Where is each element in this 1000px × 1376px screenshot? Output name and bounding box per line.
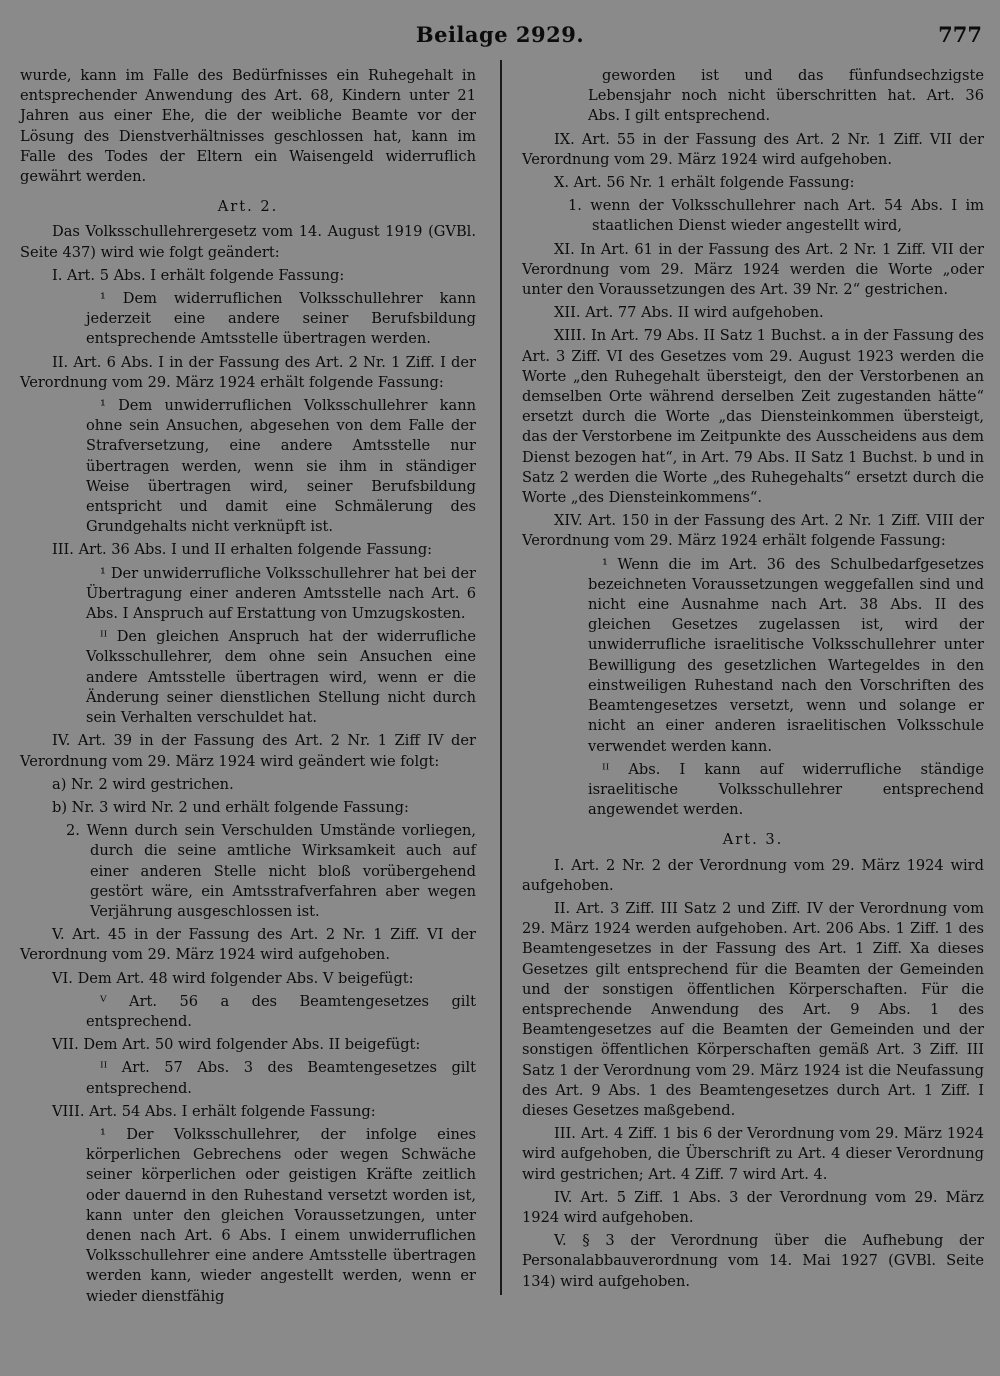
paragraph: ᴵᴵ Den gleichen Anspruch hat der widerrufliche Volksschullehrer, dem ohne sein Ansuchen eine andere Amtsstelle übertragen wird, wenn er die Änderung seiner dienstlichen Stellung nicht durch sein Verhalten verschuldet hat. (86, 628, 476, 727)
paragraph: geworden ist und das fünfundsechzigste Lebensjahr noch nicht überschritten hat. Art. 36 Abs. I gilt entsprechend. (588, 67, 984, 125)
paragraph: a) Nr. 2 wird gestrichen. (52, 775, 234, 793)
paragraph: VII. Dem Art. 50 wird folgender Abs. II beigefügt: (52, 1036, 421, 1054)
paragraph: II. Art. 3 Ziff. III Satz 2 und Ziff. IV der Verordnung vom 29. März 1924 werden aufgehoben. Art. 206 Abs. 1 Ziff. 1 des Beamtengesetzes in der Fassung des Art. 1 Ziff. Xa dieses Gesetzes gilt entsprechend für die Beamten der Gemeinden und der sonstigen öffentlichen Körperschaften. Für die entsprechende Anwendung des Art. 9 Abs. 1 des Beamtengesetzes auf die Beamten der Gemeinden und der sonstigen öffentlichen Körperschaften gemäß Art. 3 Ziff. III Satz 1 der Verordnung vom 29. März 1924 ist die Neufassung des Art. 9 Abs. 1 des Beamtengesetzes durch Art. 1 Ziff. I dieses Gesetzes maßgebend. (522, 899, 984, 1119)
paragraph: I. Art. 5 Abs. I erhält folgende Fassung: (52, 266, 345, 284)
paragraph: IX. Art. 55 in der Fassung des Art. 2 Nr. 1 Ziff. VII der Verordnung vom 29. März 1924 wird aufgehoben. (522, 130, 984, 168)
paragraph: II. Art. 6 Abs. I in der Fassung des Art. 2 Nr. 1 Ziff. I der Verordnung vom 29. März 1924 erhält folgende Fassung: (20, 353, 476, 391)
article-heading: Art. 3. (722, 831, 784, 849)
paragraph: ¹ Wenn die im Art. 36 des Schulbedarfgesetzes bezeichneten Voraussetzungen weggefallen sind und nicht eine Ausnahme nach Art. 38 Abs. II des gleichen Gesetzes zugelassen ist, wird der unwiderrufliche israelitische Volksschullehrer unter Bewilligung des gesetzlichen Wartegeldes in den einstweiligen Ruhestand nach den Vorschriften des Beamtengesetzes versetzt, wenn und solange er nicht an einer anderen israelitischen Volksschule verwendet werden kann. (588, 555, 984, 755)
paragraph: IV. Art. 5 Ziff. 1 Abs. 3 der Verordnung vom 29. März 1924 wird aufgehoben. (522, 1188, 984, 1226)
page-header (0, 22, 1000, 52)
column-divider (500, 60, 502, 1295)
paragraph: IV. Art. 39 in der Fassung des Art. 2 Nr. 1 Ziff IV der Verordnung vom 29. März 1924 wird geändert wie folgt: (20, 732, 476, 770)
paragraph: XIV. Art. 150 in der Fassung des Art. 2 Nr. 1 Ziff. VIII der Verordnung vom 29. März 1924 erhält folgende Fassung: (522, 512, 984, 550)
paragraph: VIII. Art. 54 Abs. I erhält folgende Fassung: (52, 1102, 376, 1120)
paragraph: III. Art. 4 Ziff. 1 bis 6 der Verordnung vom 29. März 1924 wird aufgehoben, die Überschrift zu Art. 4 dieser Verordnung wird gestrichen; Art. 4 Ziff. 7 wird Art. 4. (522, 1125, 984, 1183)
paragraph: X. Art. 56 Nr. 1 erhält folgende Fassung: (554, 174, 855, 192)
right-column (522, 66, 984, 1295)
page-number: 777 (938, 22, 982, 47)
paragraph: b) Nr. 3 wird Nr. 2 und erhält folgende Fassung: (52, 798, 409, 816)
paragraph: XI. In Art. 61 in der Fassung des Art. 2 Nr. 1 Ziff. VII der Verordnung vom 29. März 1924 werden die Worte „oder unter den Voraussetzungen des Art. 39 Nr. 2“ gestrichen. (522, 240, 984, 299)
paragraph: VI. Dem Art. 48 wird folgender Abs. V beigefügt: (52, 969, 414, 987)
article-heading: Art. 2. (217, 198, 279, 216)
paragraph: ⱽ Art. 56 a des Beamtengesetzes gilt entsprechend. (86, 992, 476, 1030)
paragraph: ¹ Dem widerruflichen Volksschullehrer kann jederzeit eine andere seiner Berufsbildung entsprechende Amtsstelle übertragen werden. (86, 290, 476, 348)
paragraph: I. Art. 2 Nr. 2 der Verordnung vom 29. März 1924 wird aufgehoben. (522, 856, 984, 894)
paragraph: XII. Art. 77 Abs. II wird aufgehoben. (554, 304, 824, 322)
paragraph: XIII. In Art. 79 Abs. II Satz 1 Buchst. a in der Fassung des Art. 3 Ziff. VI des Gesetzes vom 29. August 1923 werden die Worte „den Ruhegehalt übersteigt, den der Verstorbenen an demselben Orte während derselben Zeit zugestanden hätte“ ersetzt durch die Worte „das Diensteinkommen übersteigt, das der Verstorbene im Zeitpunkte des Ausscheidens aus dem Dienst bezogen hat“, in Art. 79 Abs. II Satz 1 Buchst. b und in Satz 2 werden die Worte „des Ruhegehalts“ ersetzt durch die Worte „des Diensteinkommens“. (522, 327, 984, 507)
paragraph: V. § 3 der Verordnung über die Aufhebung der Personalabbauverordnung vom 14. Mai 1927 (GVBl. Seite 134) wird aufgehoben. (522, 1232, 984, 1290)
paragraph: ¹ Dem unwiderruflichen Volksschullehrer kann ohne sein Ansuchen, abgesehen von dem Falle der Strafversetzung, eine andere Amtsstelle nur übertragen werden, wenn sie ihm in ständiger Weise übertragen wird, seiner Berufsbildung entspricht und damit eine Schmälerung des Grundgehalts nicht verknüpft ist. (86, 397, 476, 536)
paragraph: 2. Wenn durch sein Verschulden Umstände vorliegen, durch die seine amtliche Wirksamkeit auch auf einer anderen Stelle nicht bloß vorübergehend gestört wäre, ein Amtsstrafverfahren aber wegen Verjährung ausgeschlossen ist. (66, 822, 476, 920)
paragraph: III. Art. 36 Abs. I und II erhalten folgende Fassung: (52, 541, 433, 559)
left-column (20, 66, 476, 1310)
paragraph: ¹ Der unwiderrufliche Volksschullehrer hat bei der Übertragung einer anderen Amtsstelle nach Art. 6 Abs. I Anspruch auf Erstattung von Umzugskosten. (86, 564, 476, 623)
page-title: Beilage 2929. (415, 22, 585, 47)
paragraph: V. Art. 45 in der Fassung des Art. 2 Nr. 1 Ziff. VI der Verordnung vom 29. März 1924 wird aufgehoben. (20, 926, 476, 964)
paragraph: ¹ Der Volksschullehrer, der infolge eines körperlichen Gebrechens oder wegen Schwäche seiner körperlichen oder geistigen Kräfte zeitlich oder dauernd in den Ruhestand versetzt worden ist, kann unter den gleichen Voraussetzungen, unter denen nach Art. 6 Abs. I einem unwiderruflichen Volksschullehrer eine andere Amtsstelle übertragen werden kann, wieder angestellt werden, wenn er wieder dienstfähig (86, 1125, 476, 1305)
paragraph: ᴵᴵ Abs. I kann auf widerrufliche ständige israelitische Volksschullehrer entsprechend angewendet werden. (588, 760, 984, 819)
paragraph: wurde, kann im Falle des Bedürfnisses ein Ruhegehalt in entsprechender Anwendung des Art. 68, Kindern unter 21 Jahren aus einer Ehe, die der weibliche Beamte vor der Lösung des Dienstverhältnisses geschlossen hat, kann im Falle des Todes der Eltern ein Waisengeld widerruflich gewährt werden. (20, 67, 476, 186)
paragraph: ᴵᴵ Art. 57 Abs. 3 des Beamtengesetzes gilt entsprechend. (86, 1059, 476, 1097)
paragraph: 1. wenn der Volksschullehrer nach Art. 54 Abs. I im staatlichen Dienst wieder angestellt wird, (568, 197, 984, 235)
paragraph: Das Volksschullehrergesetz vom 14. August 1919 (GVBl. Seite 437) wird wie folgt geändert: (20, 223, 476, 261)
